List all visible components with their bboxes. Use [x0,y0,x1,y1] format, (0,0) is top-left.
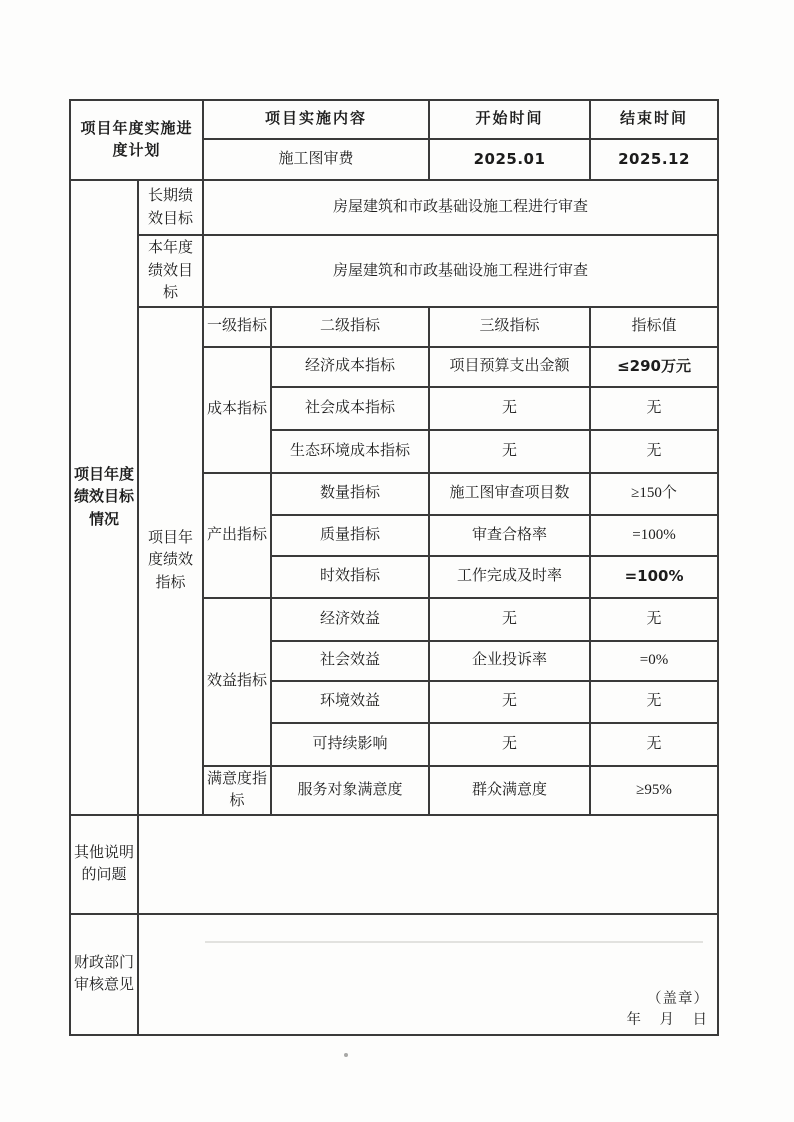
indicator-l2-cell: 社会效益 [271,641,429,681]
indicator-l3-cell: 企业投诉率 [429,641,590,681]
group-output-label: 产出指标 [203,473,271,598]
annual-goal-value: 房屋建筑和市政基础设施工程进行审查 [203,235,718,307]
indicator-l2-cell: 服务对象满意度 [271,766,429,815]
indicator-value-cell: =100% [590,556,718,598]
indicator-l2-cell: 可持续影响 [271,723,429,766]
seal-placeholder: （盖章） [647,991,710,1008]
level1-header: 一级指标 [203,307,271,347]
indicator-l2-cell: 经济成本指标 [271,347,429,387]
group-cost-label: 成本指标 [203,347,271,473]
group-satisfaction-label: 满意度指标 [203,766,271,815]
other-notes-label: 其他说明的问题 [70,815,138,914]
indicator-l3-cell: 审查合格率 [429,515,590,556]
performance-report-table [69,99,719,1036]
indicator-l2-cell: 生态环境成本指标 [271,430,429,473]
indicator-value-cell: =100% [590,515,718,556]
group-benefit-label: 效益指标 [203,598,271,766]
indicators-section-label: 项目年度绩效指标 [138,307,203,815]
implementation-content-cell: 施工图审费 [203,139,429,180]
indicator-value-cell: ≥95% [590,766,718,815]
long-term-goal-label: 长期绩效目标 [138,180,203,235]
indicator-value-cell: 无 [590,430,718,473]
indicator-l2-cell: 质量指标 [271,515,429,556]
seal-and-date-block [627,989,710,1031]
indicator-l3-cell: 无 [429,723,590,766]
indicator-value-cell: =0% [590,641,718,681]
indicator-l3-cell: 工作完成及时率 [429,556,590,598]
scan-dot-artifact [344,1053,348,1057]
indicator-value-cell: 无 [590,723,718,766]
indicator-value-cell: 无 [590,681,718,723]
scan-streak-artifact [205,941,703,943]
finance-review-content [138,914,718,1035]
indicator-l3-cell: 无 [429,387,590,430]
schedule-section-label: 项目年度实施进度计划 [70,100,203,180]
indicator-l3-cell: 无 [429,430,590,473]
performance-section-label: 项目年度绩效目标情况 [70,180,138,815]
long-term-goal-value: 房屋建筑和市政基础设施工程进行审查 [203,180,718,235]
other-notes-content [138,815,718,914]
start-time-cell: 2025.01 [429,139,590,180]
indicator-l3-cell: 施工图审查项目数 [429,473,590,515]
implementation-content-header: 项目实施内容 [203,100,429,139]
value-header: 指标值 [590,307,718,347]
indicator-value-cell: ≥150个 [590,473,718,515]
finance-review-label: 财政部门审核意见 [70,914,138,1035]
indicator-l3-cell: 群众满意度 [429,766,590,815]
indicator-l3-cell: 项目预算支出金额 [429,347,590,387]
level3-header: 三级指标 [429,307,590,347]
indicator-l3-cell: 无 [429,681,590,723]
start-time-header: 开始时间 [429,100,590,139]
end-time-header: 结束时间 [590,100,718,139]
indicator-l2-cell: 经济效益 [271,598,429,641]
end-time-cell: 2025.12 [590,139,718,180]
indicator-value-cell: 无 [590,387,718,430]
indicator-l2-cell: 数量指标 [271,473,429,515]
date-placeholder: 年 月 日 [626,1012,710,1029]
indicator-value-cell: ≤290万元 [590,347,718,387]
indicator-l2-cell: 社会成本指标 [271,387,429,430]
indicator-l3-cell: 无 [429,598,590,641]
indicator-value-cell: 无 [590,598,718,641]
indicator-l2-cell: 环境效益 [271,681,429,723]
level2-header: 二级指标 [271,307,429,347]
annual-goal-label: 本年度绩效目标 [138,235,203,307]
indicator-l2-cell: 时效指标 [271,556,429,598]
